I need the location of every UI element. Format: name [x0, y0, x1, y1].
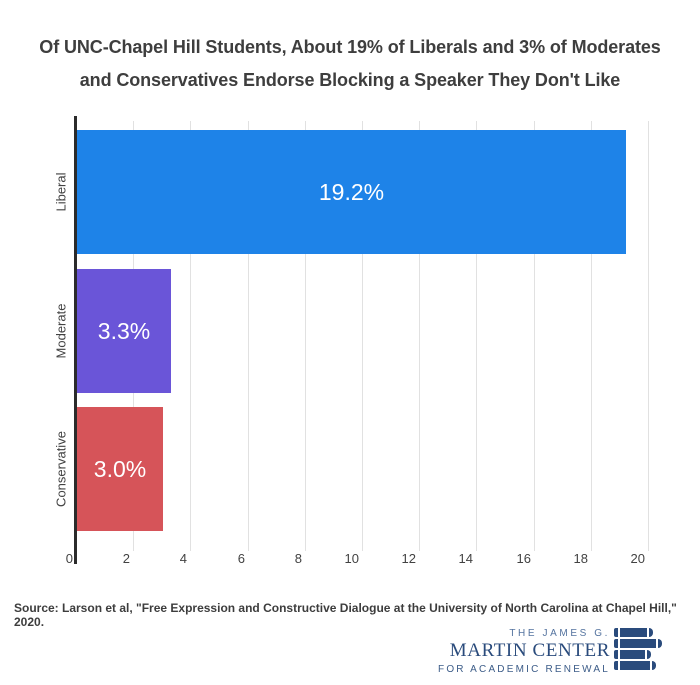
- category-label-liberal: Liberal: [53, 172, 69, 212]
- x-tick-label-14: 14: [458, 551, 473, 566]
- x-tick-label-10: 10: [344, 551, 359, 566]
- x-tick-label-6: 6: [237, 551, 245, 566]
- x-tick-label-2: 2: [122, 551, 130, 566]
- category-label-conservative: Conservative: [53, 431, 69, 507]
- bar-conservative[interactable]: [77, 407, 163, 531]
- source-citation: Source: Larson et al, "Free Expression and Constructive Dialogue at the University of North Carolina at Chapel Hill," 2020.: [14, 601, 677, 629]
- x-tick-label-0: 0: [65, 551, 73, 566]
- logo-line-for-academic-renewal: FOR ACADEMIC RENEWAL: [438, 664, 610, 675]
- x-tick-label-8: 8: [294, 551, 302, 566]
- chart-title-line-2: and Conservatives Endorse Blocking a Speaker They Don't Like: [79, 70, 621, 90]
- logo-line-martin-center: MARTIN CENTER: [449, 640, 610, 661]
- logo-line-the-james-g: THE JAMES G.: [509, 628, 610, 639]
- bar-value-label-conservative: 3.0%: [93, 455, 147, 482]
- bar-value-label-moderate: 3.3%: [97, 317, 151, 344]
- chart-title-line-1: Of UNC-Chapel Hill Students, About 19% of Liberals and 3% of Moderates: [39, 37, 661, 57]
- book-icon-row: [614, 650, 694, 659]
- bar-moderate[interactable]: [77, 269, 171, 393]
- gridline-x-20: [648, 121, 649, 551]
- x-tick-label-4: 4: [179, 551, 187, 566]
- martin-center-logo: [438, 628, 610, 675]
- bar-liberal[interactable]: [77, 130, 626, 254]
- bar-value-label-liberal: 19.2%: [318, 178, 385, 205]
- book-icon-row: [614, 661, 694, 670]
- x-tick-label-18: 18: [573, 551, 588, 566]
- book-icon-row: [614, 628, 694, 637]
- x-tick-label-12: 12: [401, 551, 416, 566]
- chart-title: [0, 31, 700, 97]
- category-label-moderate: Moderate: [53, 303, 69, 359]
- x-tick-label-16: 16: [516, 551, 531, 566]
- book-icon-row: [614, 639, 694, 648]
- x-tick-label-20: 20: [630, 551, 645, 566]
- books-icon: [614, 628, 694, 672]
